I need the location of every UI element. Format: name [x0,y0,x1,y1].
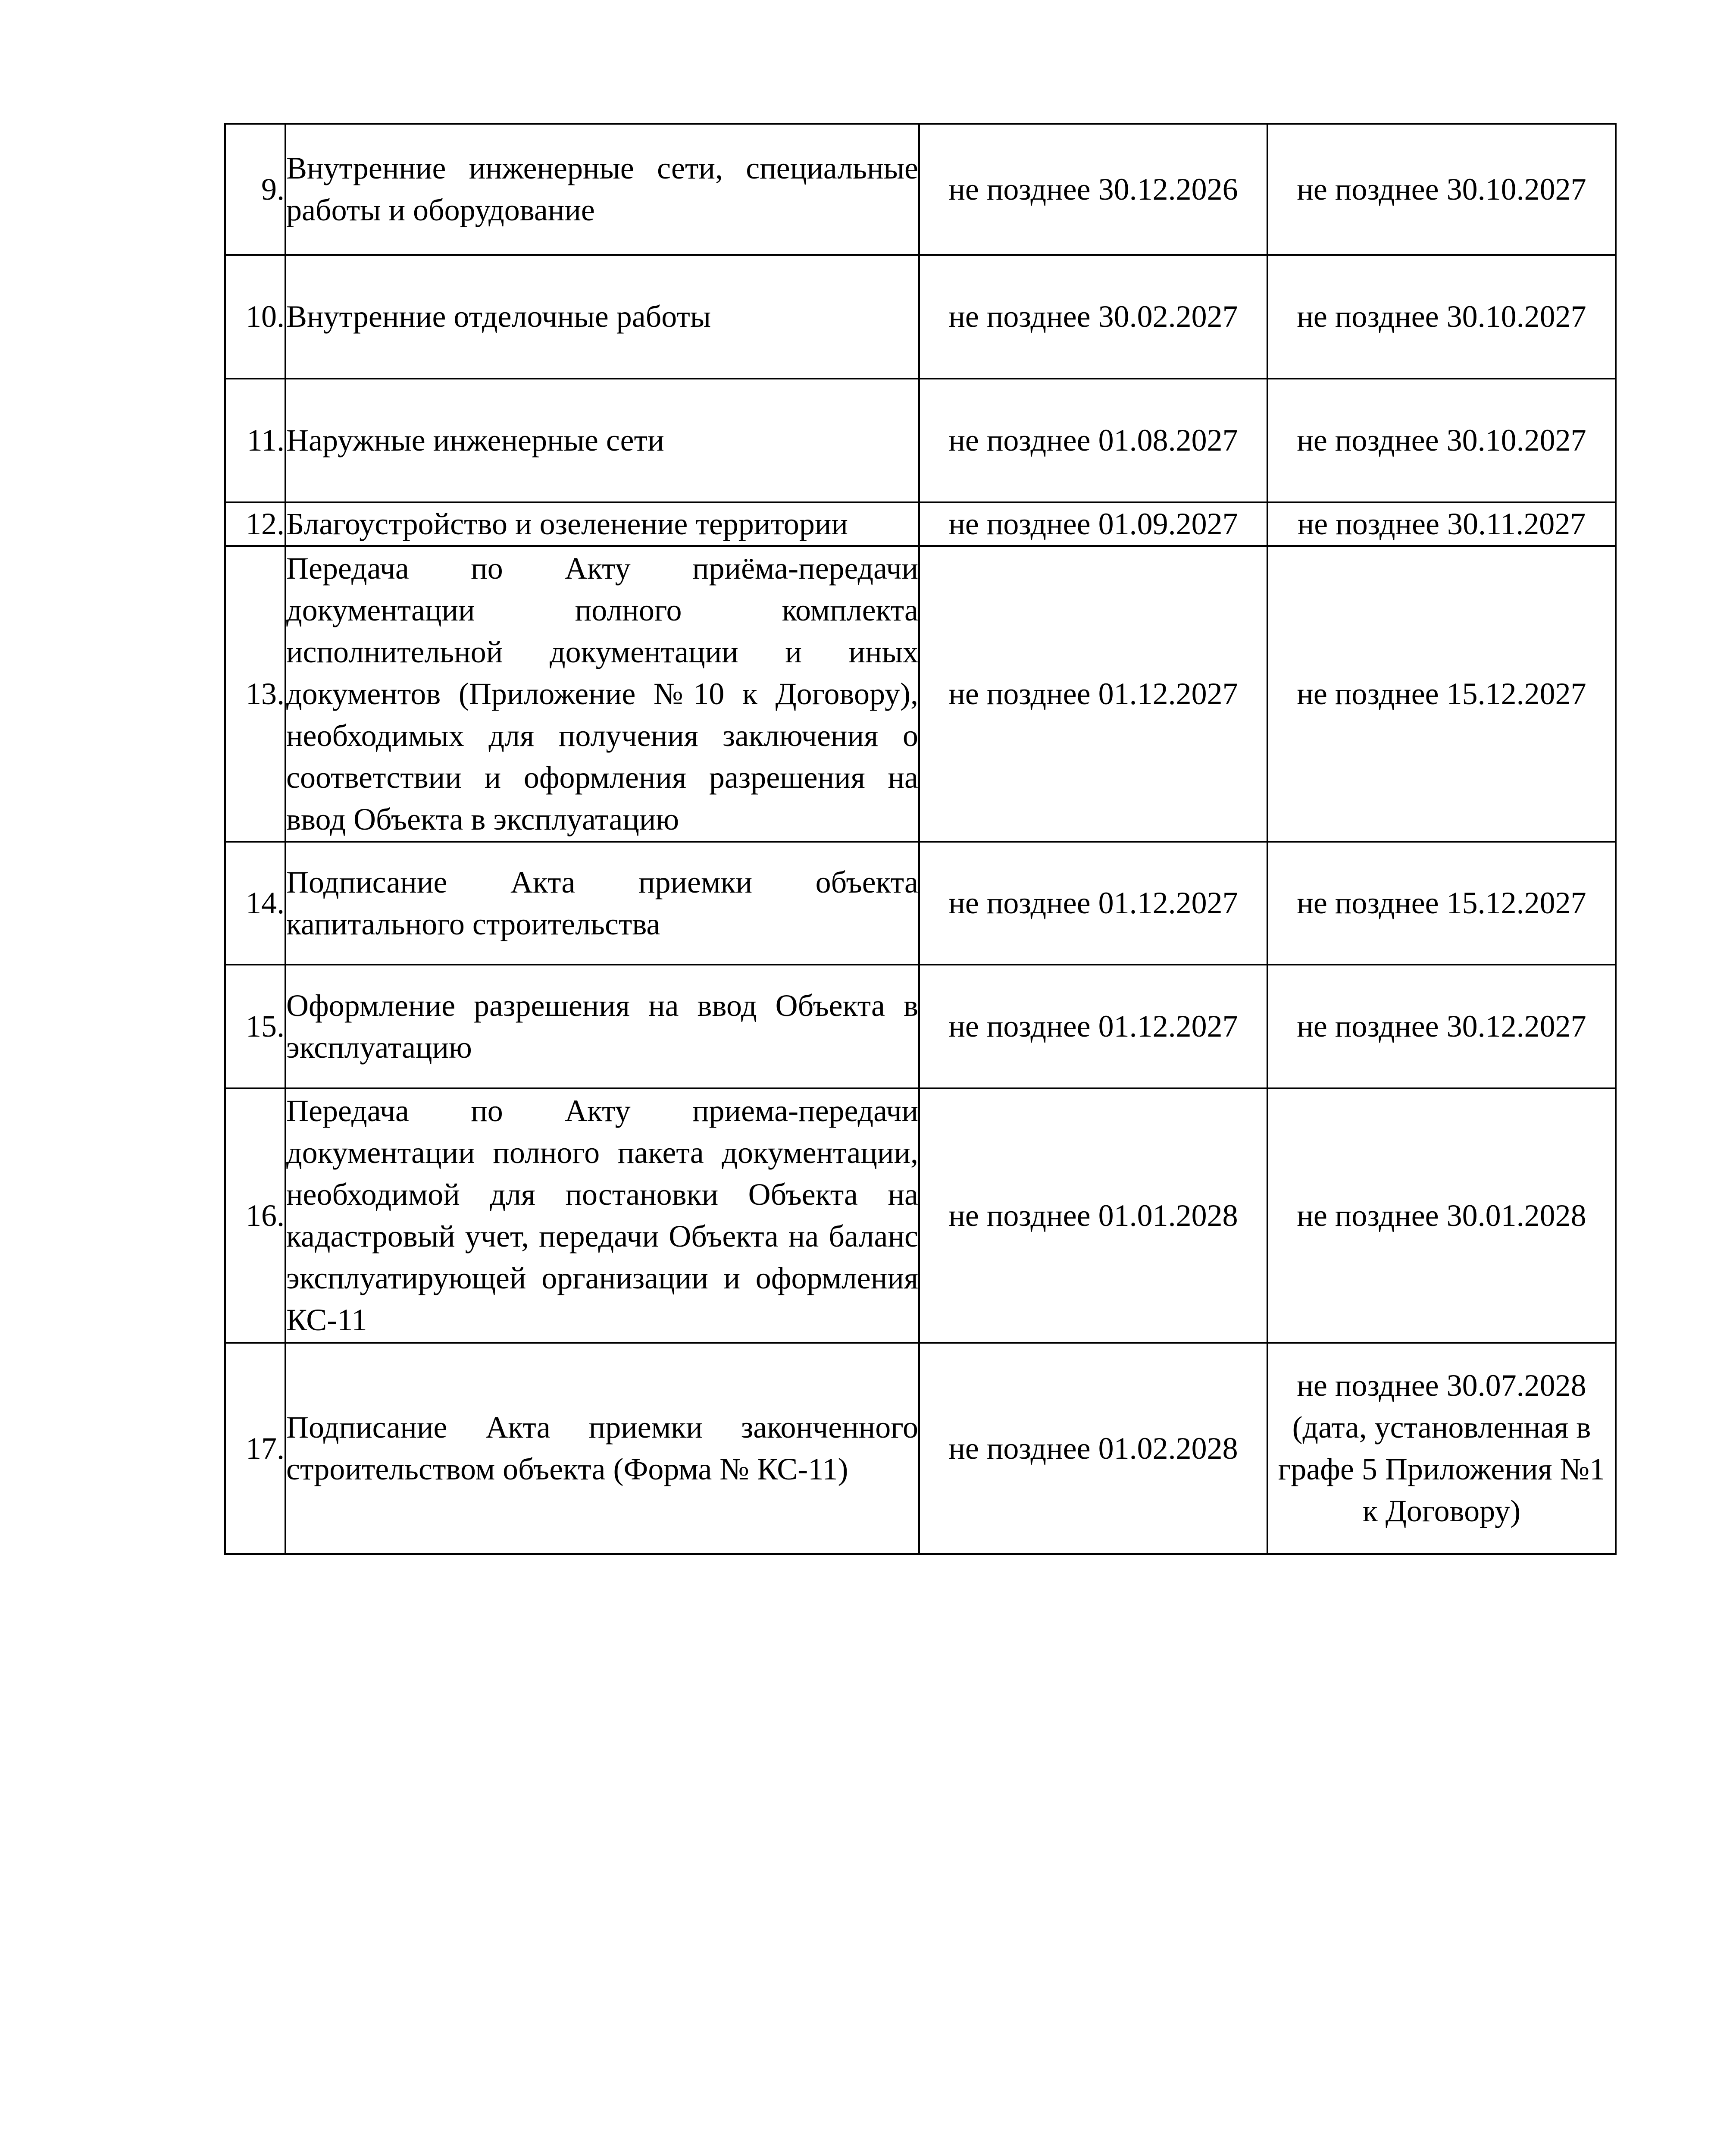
table-row [225,502,1616,546]
work-description: Внутренние инженерные сети, специальные работы и оборудование [285,124,919,255]
start-date: не позднее 01.01.2028 [919,1088,1267,1343]
table-row [225,255,1616,379]
work-description: Передача по Акту приёма-передачи документации полного комплекта исполнительной документации и иных документов (Приложение №10 к Договору), необходимых для получения заключения о соответствии и оформления разрешения на ввод Объекта в эксплуатацию [285,546,919,842]
row-number: 10. [225,255,285,379]
end-date: не позднее 30.07.2028 (дата, установленная в графе 5 Приложения №1 к Договору) [1267,1343,1616,1554]
row-number: 15. [225,965,285,1088]
table-row [225,965,1616,1088]
start-date: не позднее 01.08.2027 [919,379,1267,502]
start-date: не позднее 01.12.2027 [919,965,1267,1088]
row-number: 13. [225,546,285,842]
table-row [225,842,1616,965]
work-description: Оформление разрешения на ввод Объекта в эксплуатацию [285,965,919,1088]
table-row [225,1088,1616,1343]
start-date: не позднее 01.12.2027 [919,842,1267,965]
end-date: не позднее 30.11.2027 [1267,502,1616,546]
end-date: не позднее 30.01.2028 [1267,1088,1616,1343]
row-number: 16. [225,1088,285,1343]
end-date: не позднее 15.12.2027 [1267,842,1616,965]
table-row [225,379,1616,502]
work-description: Наружные инженерные сети [285,379,919,502]
row-number: 12. [225,502,285,546]
end-date: не позднее 30.10.2027 [1267,124,1616,255]
row-number: 11. [225,379,285,502]
work-description: Подписание Акта приемки объекта капитального строительства [285,842,919,965]
table-row [225,546,1616,842]
row-number: 17. [225,1343,285,1554]
work-description: Внутренние отделочные работы [285,255,919,379]
end-date: не позднее 30.10.2027 [1267,379,1616,502]
schedule-table [224,123,1617,1555]
start-date: не позднее 01.12.2027 [919,546,1267,842]
work-description: Подписание Акта приемки законченного строительством объекта (Форма № КС-11) [285,1343,919,1554]
end-date: не позднее 30.10.2027 [1267,255,1616,379]
work-description: Передача по Акту приема-передачи документации полного пакета документации, необходимой для постановки Объекта на кадастровый учет, передачи Объекта на баланс эксплуатирующей организации и оформления КС-11 [285,1088,919,1343]
work-description: Благоустройство и озеленение территории [285,502,919,546]
start-date: не позднее 30.12.2026 [919,124,1267,255]
table-row [225,124,1616,255]
end-date: не позднее 15.12.2027 [1267,546,1616,842]
end-date: не позднее 30.12.2027 [1267,965,1616,1088]
row-number: 9. [225,124,285,255]
start-date: не позднее 30.02.2027 [919,255,1267,379]
table-row [225,1343,1616,1554]
start-date: не позднее 01.09.2027 [919,502,1267,546]
start-date: не позднее 01.02.2028 [919,1343,1267,1554]
row-number: 14. [225,842,285,965]
